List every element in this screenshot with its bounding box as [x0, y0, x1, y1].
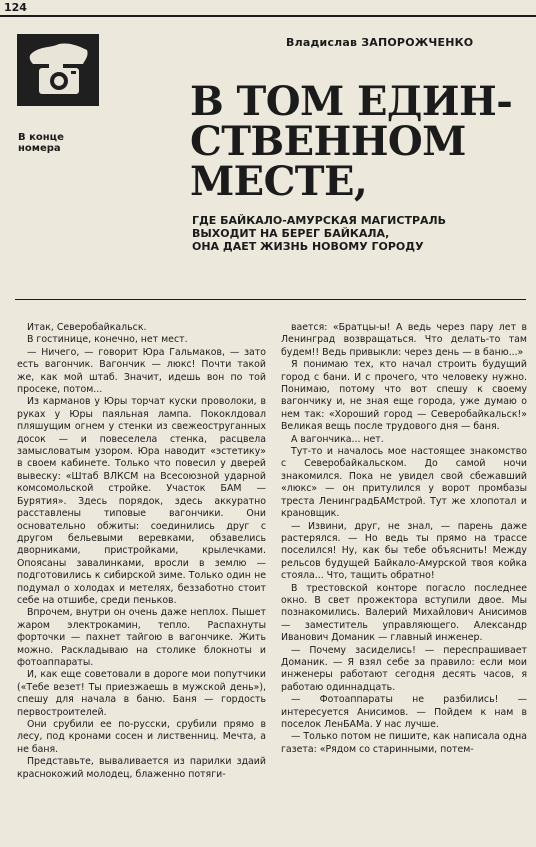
paragraph: Я понимаю тех, кто начал строить будущий город с бани. И с прочего, что человеку нужно. Понимаю, потому что вот спешу к своему вагончику и, не зная еще города, уже думаю о нем так: «Хороший город — Северобайкальск!» Великая вещь после трудового дня — баня. — [281, 359, 527, 433]
paragraph: — Ничего, — говорит Юра Гальмаков, — зато есть вагончик. Вагончик — люкс! Почти такой же, как мой штаб. Значит, идешь вон по той просеке, потом... — [17, 346, 266, 396]
article-headline: В ТОМ ЕДИН- СТВЕННОМ МЕСТЕ, — [190, 78, 513, 205]
paragraph: В гостинице, конечно, нет мест. — [27, 334, 188, 346]
paragraph: вается: «Братцы-ы! А ведь через пару лет в Ленинград возвращаться. Что делать-то там будем!! Ведь привыкли: через день — в баню...» — [281, 322, 527, 358]
paragraph: Представьте, вываливается из парилки здаий краснокожий молодец, блаженно потяги- — [17, 756, 266, 780]
author-name: Владислав ЗАПОРОЖЧЕНКО — [286, 36, 474, 49]
paragraph: Из карманов у Юры торчат куски проволоки, в руках у Юры паяльная лампа. Пококлдовал пляшущим огнем у стенки из свежеоструганных досок — и повеселела стенка, расцвела замысловатым узором. Юра наводит «эстетику» в своем кабинете. Только что повесил у дверей вывеску: «Штаб ВЛКСМ на Всесоюзной ударной комсомольской стройке. Участок БАМ — Бурятия». Здесь порядок, здесь аккуратно расставлены типовые вагончики. Они основательно обжиты: соединились друг с другом бельевыми веревками, обзавелись дворниками, пристройками, крылечками. Опоясаны завалинками, вросли в землю — подготовились к сибирской зиме. Только один не подумал о холодах и метелях, беззаботно стоит себе на отшибе, среди пеньков. — [17, 396, 266, 606]
article-column-left — [17, 322, 266, 781]
paragraph: А вагончика... нет. — [291, 433, 384, 445]
section-divider — [15, 299, 526, 300]
page-number: 124 — [4, 1, 27, 14]
rubric-label: В конце номера — [18, 132, 64, 154]
paragraph: Впрочем, внутри он очень даже неплох. Пышет жаром электрокамин, тепло. Распахнуты форточки — пахнет тайгою в вагончике. Жить можно. Раскладываю на столике блокноты и фотоаппараты. — [17, 607, 266, 668]
paragraph: И, как еще советовали в дороге мои попутчики («Тебе везет! Ты приезжаешь в мужской день»), спешу для начала в баню. Баня — гордость первостроителей. — [17, 669, 266, 718]
rubric-logo — [17, 34, 99, 106]
paragraph: Тут-то и началось мое настоящее знакомство с Северобайкальском. До самой ночи знакомился. Пока не увидел свой сбежавший «люкс» — он притулился у ворот промбазы треста ЛенинградБАМстрой. Тут же хлопотал и крановщик. — [281, 446, 527, 520]
paragraph: — Фотоаппараты не разбились! — интересуется Анисимов. — Пойдем к нам в поселок ЛенБАМа. У нас лучше. — [281, 694, 527, 730]
top-rule — [0, 15, 536, 17]
paragraph: В трестовской конторе погасло последнее окно. В свет прожектора вступили двое. Мы познакомились. Валерий Михайлович Анисимов — заместитель управляющего. Александр Иванович Доманик — главный инженер. — [281, 582, 527, 644]
article-subhead: ГДЕ БАЙКАЛО-АМУРСКАЯ МАГИСТРАЛЬ ВЫХОДИТ НА БЕРЕГ БАЙКАЛА, ОНА ДАЕТ ЖИЗНЬ НОВОМУ ГОРОДУ — [192, 214, 447, 253]
article-column-right — [281, 322, 527, 756]
paragraph: — Почему засиделись! — переспрашивает Доманик. — Я взял себе за правило: если мои инженеры работают сегодня десять часов, я работаю одиннадцать. — [281, 644, 527, 693]
paragraph: — Только потом не пишите, как написала одна газета: «Рядом со старинными, потем- — [281, 731, 527, 755]
paragraph: Итак, Северобайкальск. — [27, 322, 147, 333]
paragraph: — Извини, друг, не знал, — парень даже растерялся. — Но ведь ты прямо на трассе поселился! Ну, как бы тебе объяснить! Между рельсов будущей Байкало-Амурской твоя койка стояла... Что, тащить обратно! — [281, 520, 527, 582]
camera-on-map-icon — [17, 34, 99, 106]
paragraph: Они срубили ее по-русски, срубили прямо в лесу, под кронами сосен и лиственниц. Мечта, а не баня. — [17, 719, 266, 755]
